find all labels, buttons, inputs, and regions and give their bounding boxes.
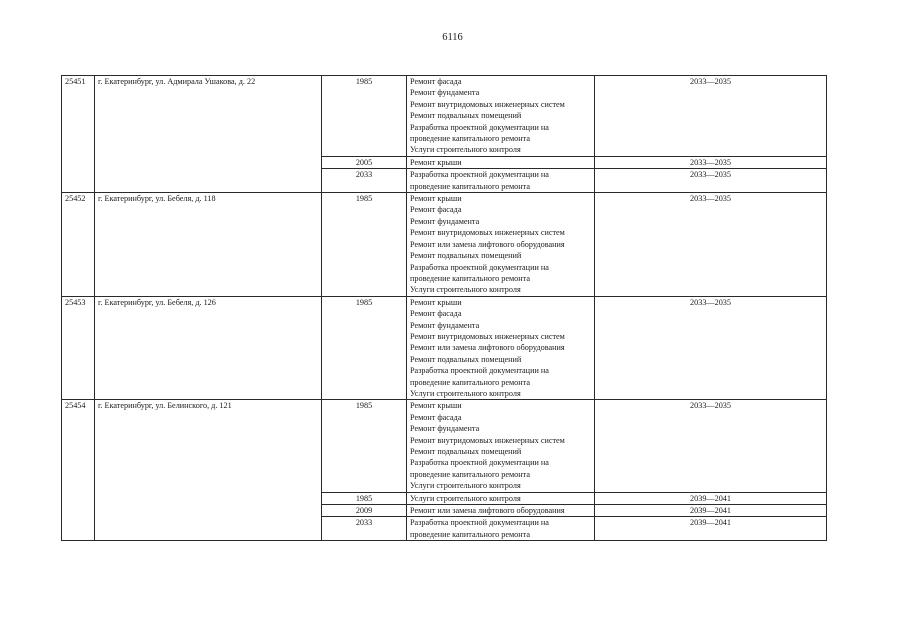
work-item: Ремонт внутридомовых инженерных систем bbox=[410, 435, 565, 445]
building-id: 25454 bbox=[62, 400, 95, 541]
work-item: Ремонт крыши bbox=[410, 401, 462, 411]
capital-repair-table bbox=[61, 75, 827, 541]
work-item: Ремонт фасада bbox=[410, 205, 462, 215]
repair-period: 2039—2041 bbox=[595, 505, 827, 517]
work-item: Ремонт подвальных помещений bbox=[410, 354, 522, 364]
commissioning-year: 1985 bbox=[322, 296, 407, 400]
commissioning-year: 1985 bbox=[322, 76, 407, 157]
repair-period: 2033—2035 bbox=[595, 156, 827, 168]
work-item: Услуги строительного контроля bbox=[410, 481, 521, 491]
work-item: Ремонт внутридомовых инженерных систем bbox=[410, 228, 565, 238]
repair-period: 2033—2035 bbox=[595, 193, 827, 297]
work-item: Разработка проектной документации на bbox=[410, 518, 549, 528]
work-item: Ремонт фундамента bbox=[410, 216, 480, 226]
works-list bbox=[407, 400, 595, 492]
work-item: Ремонт крыши bbox=[410, 194, 462, 204]
work-item: Разработка проектной документации на bbox=[410, 262, 549, 272]
work-item: Ремонт фасада bbox=[410, 412, 462, 422]
table-row bbox=[62, 296, 827, 400]
work-item: Услуги строительного контроля bbox=[410, 493, 521, 503]
commissioning-year: 1985 bbox=[322, 492, 407, 504]
works-list bbox=[407, 76, 595, 157]
works-list bbox=[407, 505, 595, 517]
works-list bbox=[407, 156, 595, 168]
works-list bbox=[407, 492, 595, 504]
works-list bbox=[407, 517, 595, 541]
work-item: проведение капитального ремонта bbox=[410, 529, 530, 539]
work-item: Ремонт внутридомовых инженерных систем bbox=[410, 99, 565, 109]
work-item: Ремонт подвальных помещений bbox=[410, 251, 522, 261]
work-item: Ремонт фундамента bbox=[410, 88, 480, 98]
table-row bbox=[62, 76, 827, 157]
repair-period: 2033—2035 bbox=[595, 400, 827, 492]
work-item: Ремонт или замена лифтового оборудования bbox=[410, 506, 565, 516]
work-item: Услуги строительного контроля bbox=[410, 388, 521, 398]
work-item: Ремонт фасада bbox=[410, 77, 462, 86]
work-item: Ремонт фасада bbox=[410, 309, 462, 319]
commissioning-year: 1985 bbox=[322, 193, 407, 297]
work-item: проведение капитального ремонта bbox=[410, 134, 530, 144]
works-list bbox=[407, 296, 595, 400]
repair-period: 2039—2041 bbox=[595, 517, 827, 541]
work-item: проведение капитального ремонта bbox=[410, 469, 530, 479]
repair-period: 2033—2035 bbox=[595, 169, 827, 193]
repair-period: 2033—2035 bbox=[595, 296, 827, 400]
commissioning-year: 2033 bbox=[322, 517, 407, 541]
works-list bbox=[407, 169, 595, 193]
work-item: Разработка проектной документации на bbox=[410, 366, 549, 376]
work-item: проведение капитального ремонта bbox=[410, 181, 530, 191]
commissioning-year: 2005 bbox=[322, 156, 407, 168]
building-id: 25453 bbox=[62, 296, 95, 400]
work-item: Ремонт подвальных помещений bbox=[410, 111, 522, 121]
work-item: Разработка проектной документации на bbox=[410, 170, 549, 180]
work-item: Ремонт фундамента bbox=[410, 320, 480, 330]
repair-period: 2033—2035 bbox=[595, 76, 827, 157]
work-item: Услуги строительного контроля bbox=[410, 285, 521, 295]
building-id: 25451 bbox=[62, 76, 95, 193]
work-item: Ремонт фундамента bbox=[410, 424, 480, 434]
work-item: Ремонт или замена лифтового оборудования bbox=[410, 239, 565, 249]
work-item: Услуги строительного контроля bbox=[410, 145, 521, 155]
work-item: Ремонт внутридомовых инженерных систем bbox=[410, 331, 565, 341]
building-address: г. Екатеринбург, ул. Бебеля, д. 118 bbox=[95, 193, 322, 297]
work-item: Ремонт крыши bbox=[410, 157, 462, 167]
commissioning-year: 2009 bbox=[322, 505, 407, 517]
work-item: проведение капитального ремонта bbox=[410, 377, 530, 387]
repair-period: 2039—2041 bbox=[595, 492, 827, 504]
building-address: г. Екатеринбург, ул. Белинского, д. 121 bbox=[95, 400, 322, 541]
table-row bbox=[62, 400, 827, 492]
work-item: Разработка проектной документации на bbox=[410, 458, 549, 468]
work-item: проведение капитального ремонта bbox=[410, 273, 530, 283]
commissioning-year: 1985 bbox=[322, 400, 407, 492]
building-address: г. Екатеринбург, ул. Бебеля, д. 126 bbox=[95, 296, 322, 400]
work-item: Ремонт или замена лифтового оборудования bbox=[410, 343, 565, 353]
work-item: Ремонт подвальных помещений bbox=[410, 447, 522, 456]
work-item: Ремонт крыши bbox=[410, 297, 462, 307]
table-body bbox=[62, 76, 827, 541]
building-id: 25452 bbox=[62, 193, 95, 297]
building-address: г. Екатеринбург, ул. Адмирала Ушакова, д. 22 bbox=[95, 76, 322, 193]
table-row bbox=[62, 193, 827, 297]
work-item: Разработка проектной документации на bbox=[410, 122, 549, 132]
page-number: 6116 bbox=[442, 32, 463, 43]
commissioning-year: 2033 bbox=[322, 169, 407, 193]
works-list bbox=[407, 193, 595, 297]
